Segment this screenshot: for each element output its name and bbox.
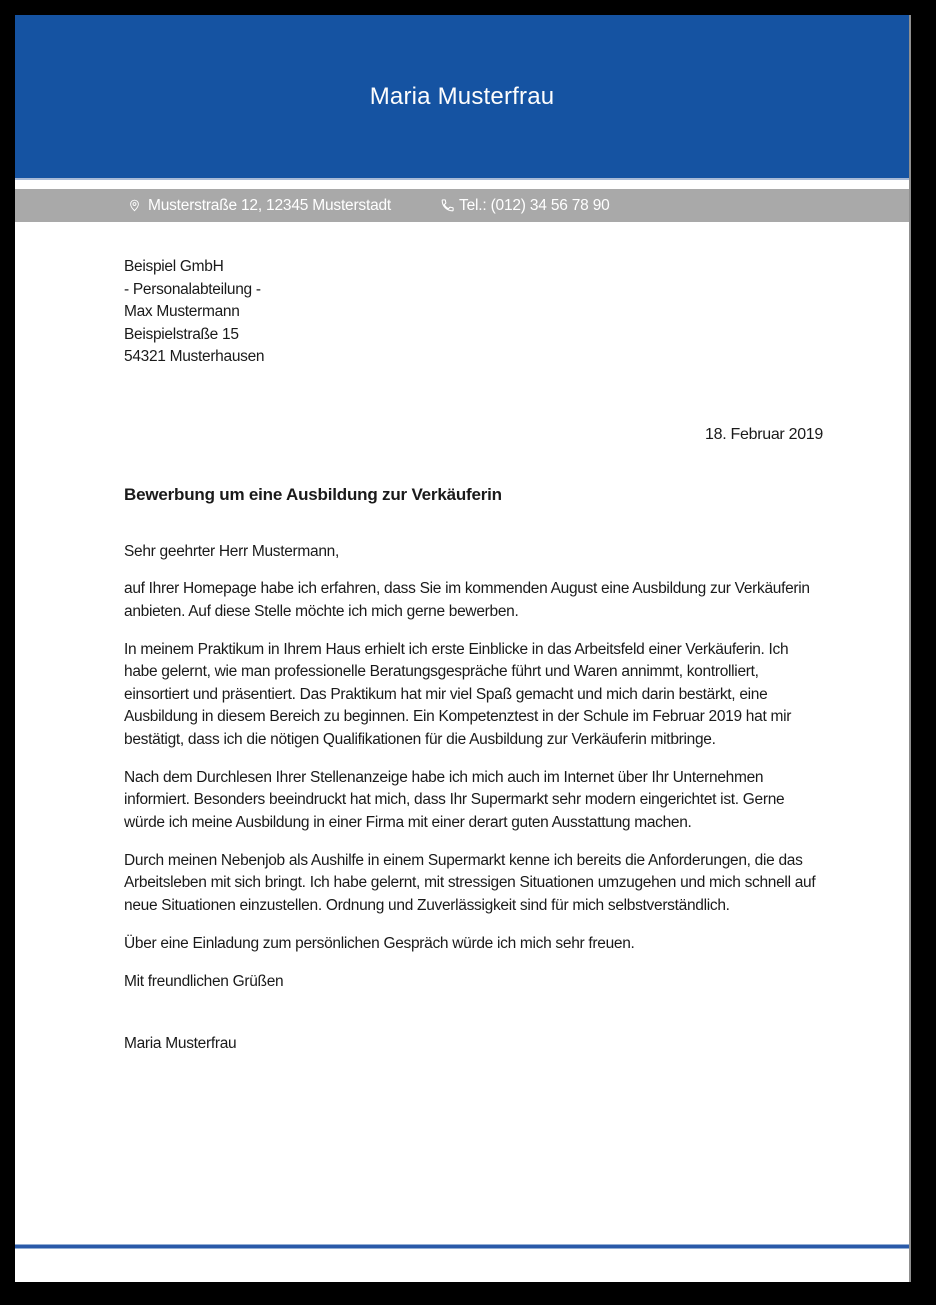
location-pin-icon xyxy=(128,197,141,214)
contact-phone xyxy=(440,197,610,215)
signature-name: Maria Musterfrau xyxy=(124,1035,237,1052)
salutation: Sehr geehrter Herr Mustermann, xyxy=(124,542,339,560)
recipient-line: Beispiel GmbH xyxy=(124,258,224,275)
sender-name-title: Maria Musterfrau xyxy=(369,82,555,110)
letter-header xyxy=(15,15,909,180)
body-paragraph: In meinem Praktikum in Ihrem Haus erhielt ich erste Einblicke in das Arbeitsfeld einer Verkäuferin. Ich habe gelernt, wie man professionelle Beratungsgespräche führt und Waren annimmt, kontrolliert, einsortiert und präsentiert. Das Praktikum hat mir viel Spaß gemacht und mich darin bestärkt, eine Ausbildung in diesem Bereich zu beginnen. Ein Kompetenztest in der Schule im Februar 2019 hat mir bestätigt, dass ich die nötigen Qualifikationen für die Ausbildung zur Verkäuferin mitbringe. xyxy=(124,640,792,748)
body-paragraph: Über eine Einladung zum persönlichen Gespräch würde ich mich sehr freuen. xyxy=(124,934,635,952)
contact-phone-text: Tel.: (012) 34 56 78 90 xyxy=(459,196,610,214)
subject-line: Bewerbung um eine Ausbildung zur Verkäuferin xyxy=(124,485,502,504)
recipient-line: 54321 Musterhausen xyxy=(124,348,265,365)
recipient-address-block xyxy=(124,256,823,369)
recipient-line: Beispielstraße 15 xyxy=(124,325,239,343)
contact-address-text: Musterstraße 12, 12345 Musterstadt xyxy=(148,196,392,214)
letter-date: 18. Februar 2019 xyxy=(705,425,823,443)
letter-page xyxy=(15,15,911,1282)
letter-body xyxy=(15,222,909,1056)
contact-address xyxy=(128,197,391,215)
recipient-line: - Personalabteilung - xyxy=(124,280,261,298)
body-paragraph: Nach dem Durchlesen Ihrer Stellenanzeige habe ich mich auch im Internet über Ihr Unternehmen informiert. Besonders beeindruckt hat mich, dass Ihr Supermarkt sehr modern eingerichtet ist. Gerne würde ich meine Ausbildung in einer Firma mit einer derart guten Ausstattung machen. xyxy=(124,768,785,831)
contact-bar xyxy=(15,189,909,222)
footer-accent-line xyxy=(15,1245,909,1248)
closing-formula: Mit freundlichen Grüßen xyxy=(124,972,284,990)
body-paragraph: Durch meinen Nebenjob als Aushilfe in einem Supermarkt kenne ich bereits die Anforderungen, die das Arbeitsleben mit sich bringt. Ich habe gelernt, mit stressigen Situationen umzugehen und mich schnell auf neue Situationen einzustellen. Ordnung und Zuverlässigkeit sind für mich selbstverständlich. xyxy=(124,851,816,914)
recipient-line: Max Mustermann xyxy=(124,303,240,320)
phone-receiver-icon xyxy=(440,198,455,213)
body-paragraph: auf Ihrer Homepage habe ich erfahren, dass Sie im kommenden August eine Ausbildung zur Verkäuferin anbieten. Auf diese Stelle möchte ich mich gerne bewerben. xyxy=(124,580,810,620)
